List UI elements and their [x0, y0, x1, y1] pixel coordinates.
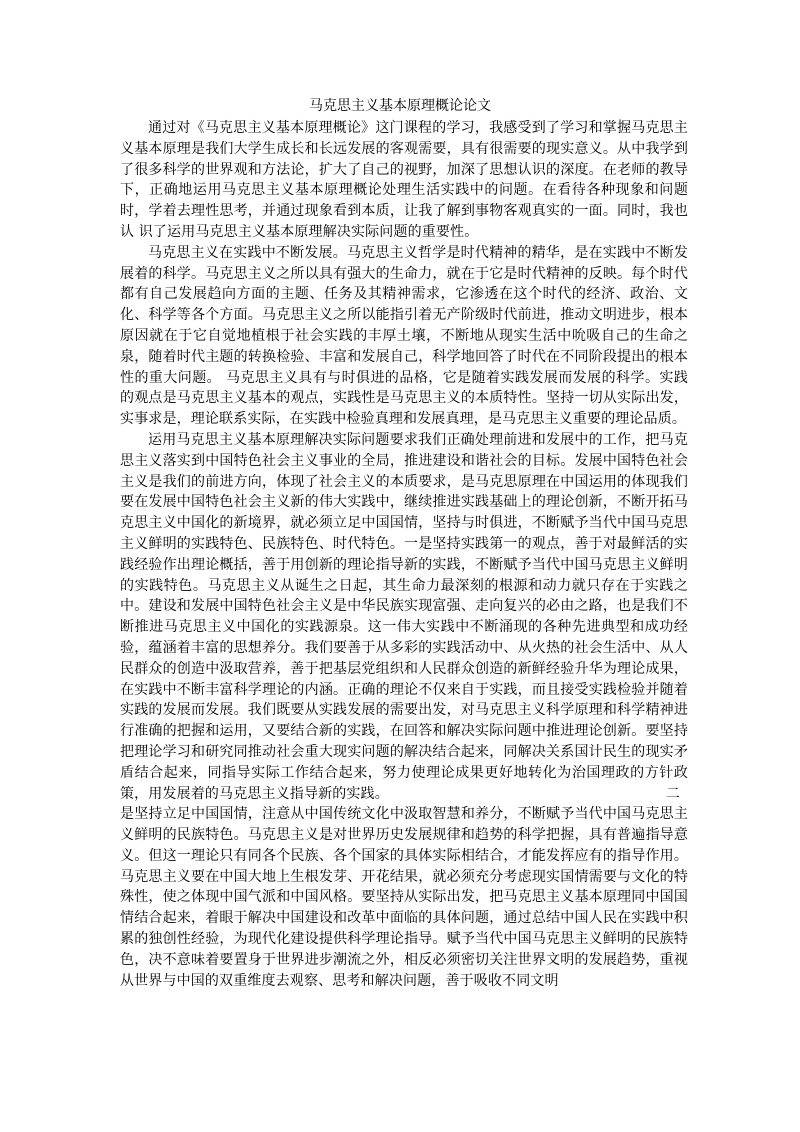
paragraph-intro: 通过对《马克思主义基本原理概论》这门课程的学习，我感受到了学习和掌握马克思主义基本原理是我们大学生成长和长远发展的客观需要，具有很需要的现实意义。从中我学到了很多科学的世界观和方法论，扩大了自己的视野，加深了思想认识的深度。在老师的教导下，正确地运用马克思主义基本原理概论处理生活实践中的问题。在看待各种现象和问题时，学着去理性思考，并通过现象看到本质，让我了解到事物客观真实的一面。同时，我也认 识了运用马克思主义基本原理解决实际问题的重要性。	[120, 120, 688, 240]
paragraph-national-character: 是坚持立足中国国情，注意从中国传统文化中汲取智慧和养分，不断赋予当代中国马克思主义鲜明的民族特色。马克思主义是对世界历史发展规律和趋势的科学把握，具有普遍指导意义。但这一理论只有同各个民族、各个国家的具体实际相结合，才能发挥应有的指导作用。马克思主义要在中国大地上生根发芽、开花结果，就必须充分考虑现实国情需要与文化的特殊性，使之体现中国气派和中国风格。要坚持从实际出发，把马克思主义基本原理同中国国情结合起来，着眼于解决中国建设和改革中面临的具体问题，通过总结中国人民在实践中积累的独创性经验，为现代化建设提供科学理论指导。赋予当代中国马克思主义鲜明的民族特色，决不意味着要置身于世界进步潮流之外，相反必须密切关注世界文明的发展趋势，重视从世界与中国的双重维度去观察、思考和解决问题，善于吸收不同文明	[120, 806, 688, 989]
paragraph-application	[120, 430, 688, 804]
page-title: 马克思主义基本原理概论论文	[309, 98, 491, 114]
document-body	[120, 118, 688, 991]
section-marker: 二	[665, 785, 680, 802]
paragraph-application-text: 运用马克思主义基本原理解决实际问题要求我们正确处理前进和发展中的工作，把马克思主义落实到中国特色社会主义事业的全局，推进建设和谐社会的目标。发展中国特色社会主义是我们的前进方向，体现了社会主义的本质要求，是马克思原理在中国运用的体现我们要在发展中国特色社会主义新的伟大实践中，继续推进实践基础上的理论创新，不断开拓马克思主义中国化的新境界，就必须立足中国国情，坚持与时俱进，不断赋予当代中国马克思主义鲜明的实践特色、民族特色、时代特色。一是坚持实践第一的观点，善于对最鲜活的实践经验作出理论概括，善于用创新的理论指导新的实践，不断赋予当代中国马克思主义鲜明的实践特色。马克思主义从诞生之日起，其生命力最深刻的根源和动力就只存在于实践之中。建设和发展中国特色社会主义是中华民族实现富强、走向复兴的必由之路，也是我们不断推进马克思主义中国化的实践源泉。这一伟大实践中不断涌现的各种先进典型和成功经验，蕴涵着丰富的思想养分。我们要善于从多彩的实践活动中、从火热的社会生活中、从人民群众的创造中汲取营养，善于把基层党组织和人民群众创造的新鲜经验升华为理论成果，在实践中不断丰富科学理论的内涵。正确的理论不仅来自于实践，而且接受实践检验并随着实践的发展而发展。我们既要从实践发展的需要出发，对马克思主义科学原理和科学精神进行准确的把握和运用，又要结合新的实践，在回答和解决实际问题中推进理论创新。要坚持把理论学习和研究同推动社会重大现实问题的解决结合起来，同解决关系国计民生的现实矛盾结合起来，同指导实际工作结合起来，努力使理论成果更好地转化为治国理政的方针政策，用发展着的马克思主义指导新的实践。	[120, 431, 688, 802]
paragraph-development: 马克思主义在实践中不断发展。马克思主义哲学是时代精神的精华，是在实践中不断发展着的科学。马克思主义之所以具有强大的生命力，就在于它是时代精神的反映。每个时代都有自己发展趋向方面的主题、任务及其精神需求，它渗透在这个时代的经济、政治、文化、科学等各个方面。马克思主义之所以能指引着无产阶级时代前进，推动文明进步，根本原因就在于它自觉地植根于社会实践的丰厚土壤，不断地从现实生活中吮吸自己的生命之泉，随着时代主题的转换检验、丰富和发展自己，科学地回答了时代在不同阶段提出的根本性的重大问题。 马克思主义具有与时俱进的品格，它是随着实践发展而发展的科学。实践的观点是马克思主义基本的观点，实践性是马克思主义的本质特性。坚持一切从实际出发，实事求是，理论联系实际，在实践中检验真理和发展真理，是马克思主义重要的理论品质。	[120, 244, 688, 428]
